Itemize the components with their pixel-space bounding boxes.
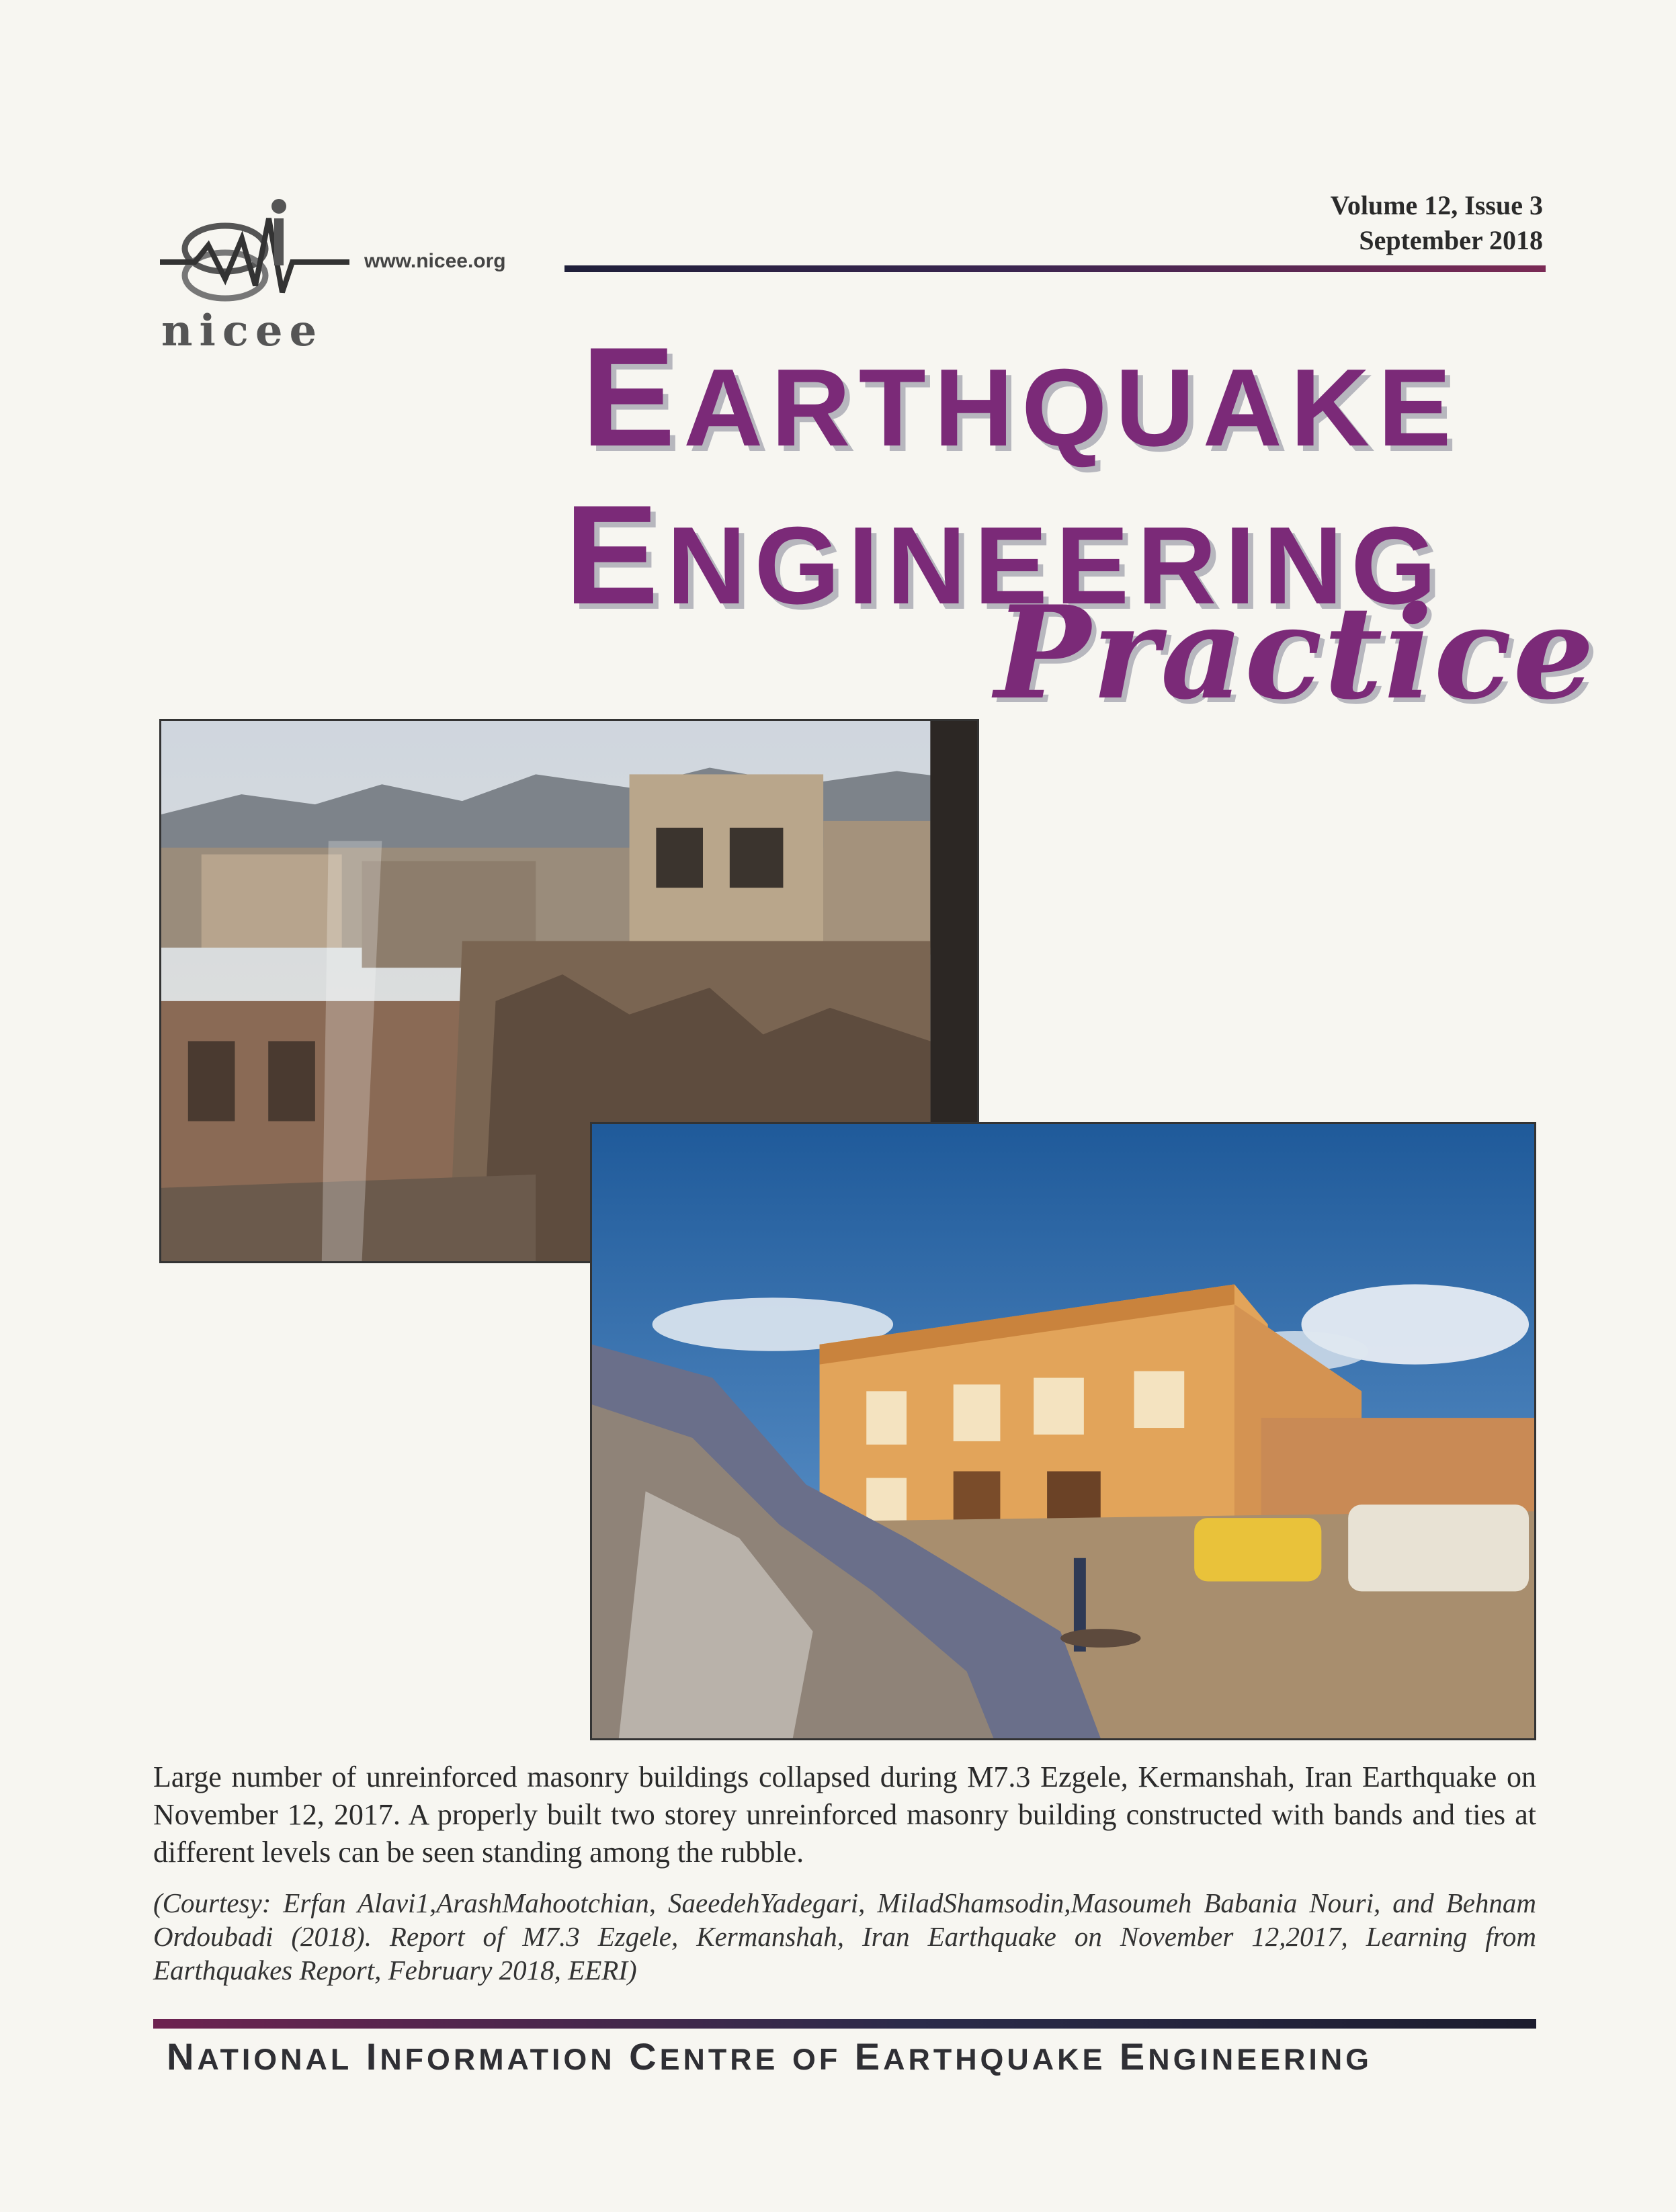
logo-wordmark: nicee [161, 306, 324, 356]
footer-w2-initial: I [366, 2035, 380, 2078]
footer-w1-initial: N [167, 2035, 198, 2078]
footer-w3-rest: ENTRE [659, 2043, 779, 2076]
publisher-name [167, 2035, 1372, 2078]
bottom-divider [153, 2019, 1536, 2029]
footer-w6-rest: NGINEERING [1148, 2043, 1373, 2076]
cover-caption: Large number of unreinforced masonry buildings collapsed during M7.3 Ezgele, Kermanshah, Iran Earthquake on November 12, 2017. A properly built two storey unreinforced masonry building constructed with bands and ties at different levels can be seen standing among the rubble. [153, 1760, 1536, 1869]
photo-courtesy: (Courtesy: Erfan Alavi1,ArashMahootchian, SaeedehYadegari, MiladShamsodin,Masoumeh Babania Nouri, and Behnam Ordoubadi (2018). Report of M7.3 Ezgele, Kermanshah, Iran Earthquake on November 12,2017, Learning from Earthquakes Report, February 2018, EERI) [153, 1887, 1536, 1986]
top-divider [564, 265, 1546, 272]
issue-info [1331, 188, 1543, 258]
volume-issue: Volume 12, Issue 3 [1330, 190, 1543, 220]
issue-date: September 2018 [1359, 225, 1543, 255]
footer-w5-initial: E [854, 2035, 884, 2078]
title-practice: Practice [995, 578, 1596, 728]
title-earthquake [581, 316, 1460, 478]
footer-w3-initial: C [629, 2035, 660, 2078]
website-link[interactable]: www.nicee.org [364, 250, 506, 272]
footer-w4: OF [792, 2043, 841, 2076]
footer-w5-rest: ARTHQUAKE [883, 2043, 1106, 2076]
standing-masonry-building-photo [590, 1122, 1536, 1740]
title-engineering-rest: NGINEERING [667, 504, 1445, 627]
footer-w1-rest: ATIONAL [197, 2043, 353, 2076]
title-earthquake-rest: ARTHQUAKE [683, 346, 1460, 469]
title-earthquake-initial: E [581, 318, 684, 476]
title-engineering-initial: E [564, 476, 667, 634]
footer-w2-rest: NFORMATION [380, 2043, 616, 2076]
footer-w6-initial: E [1119, 2035, 1148, 2078]
